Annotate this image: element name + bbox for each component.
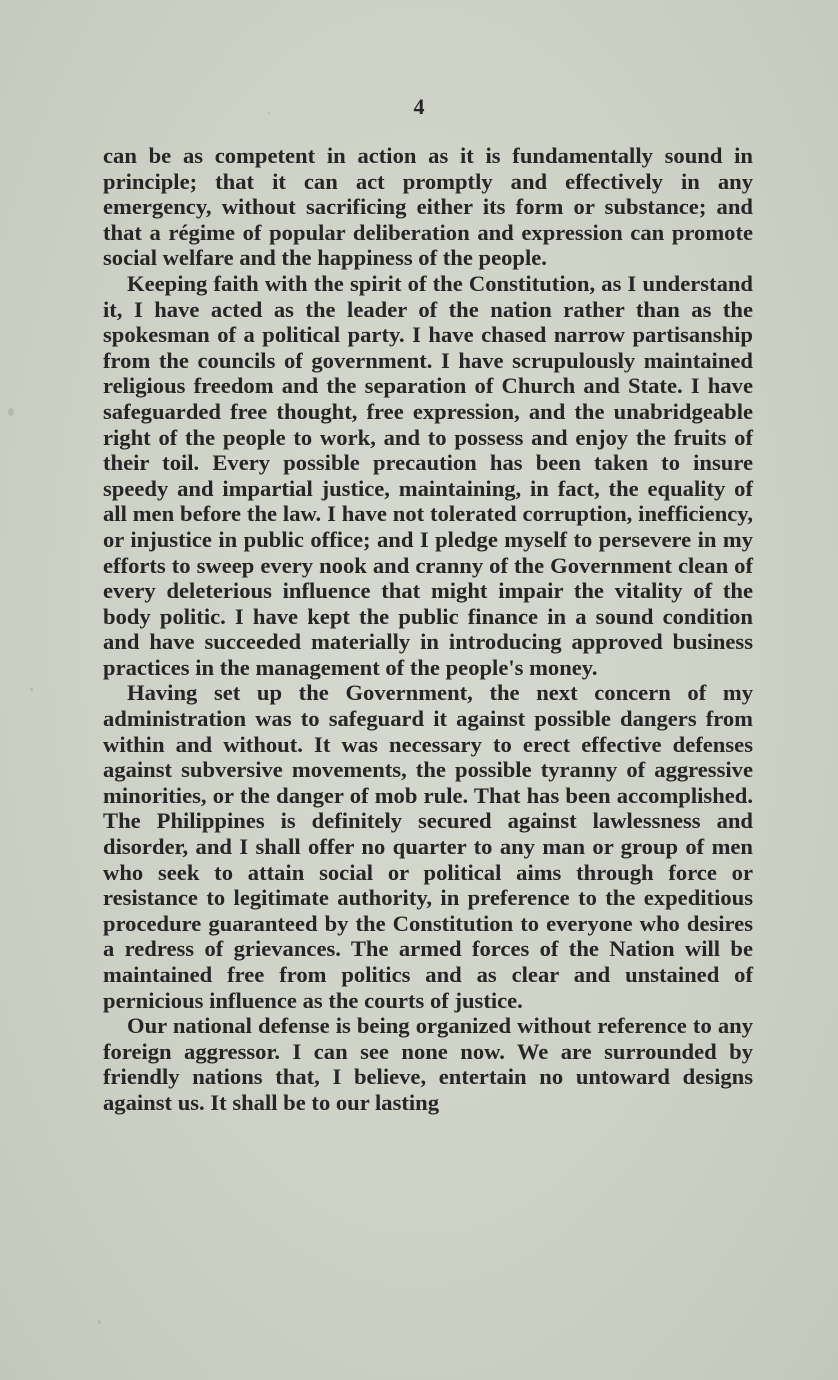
page-number: 4	[413, 94, 425, 119]
paragraph-4: Our national defense is being organized without reference to any foreign aggressor. I can see none now. We are surrounded by friendly nations that, I believe, entertain no untoward designs against us. It shall be to our lasting	[103, 1013, 753, 1115]
paragraph-3: Having set up the Government, the next concern of my administration was to safeguard it against possible dangers from within and without. It was necessary to erect effective defenses against subversive movements, the possible tyranny of aggressive minorities, or the danger of mob rule. That has been accomplished. The Philippines is definitely secured against lawlessness and disorder, and I shall offer no quarter to any man or group of men who seek to attain social or political aims through force or resistance to legitimate authority, in preference to the expeditious procedure guaranteed by the Constitution to everyone who desires a redress of grievances. The armed forces of the Nation will be maintained free from politics and as clear and unstained of pernicious influence as the courts of justice.	[103, 680, 753, 1013]
paper-speck	[30, 688, 33, 691]
paragraph-2: Keeping faith with the spirit of the Constitution, as I understand it, I have acted as the leader of the nation rather than as the spokesman of a political party. I have chased narrow partisanship from the councils of government. I have scrupulously maintained religious freedom and the separation of Church and State. I have safeguarded free thought, free expression, and the unabridgeable right of the people to work, and to possess and enjoy the fruits of their toil. Every possible precaution has been taken to insure speedy and impartial justice, maintaining, in fact, the equality of all men before the law. I have not tolerated corruption, inefficiency, or injustice in public office; and I pledge myself to persevere in my efforts to sweep every nook and cranny of the Government clean of every deleterious influence that might impair the vitality of the body politic. I have kept the public finance in a sound condition and have succeeded materially in introducing approved business practices in the management of the people's money.	[103, 270, 753, 680]
paper-speck	[268, 112, 270, 114]
paragraph-1: can be as competent in action as it is fundamentally sound in principle; that it can act promptly and effectively in any emergency, without sacrificing either its form or substance; and that a régime of popular deliberation and expression can promote social welfare and the happiness of the people.	[103, 143, 753, 271]
body-text	[103, 143, 753, 1116]
paper-speck	[8, 408, 14, 416]
paper-speck	[98, 1320, 101, 1324]
